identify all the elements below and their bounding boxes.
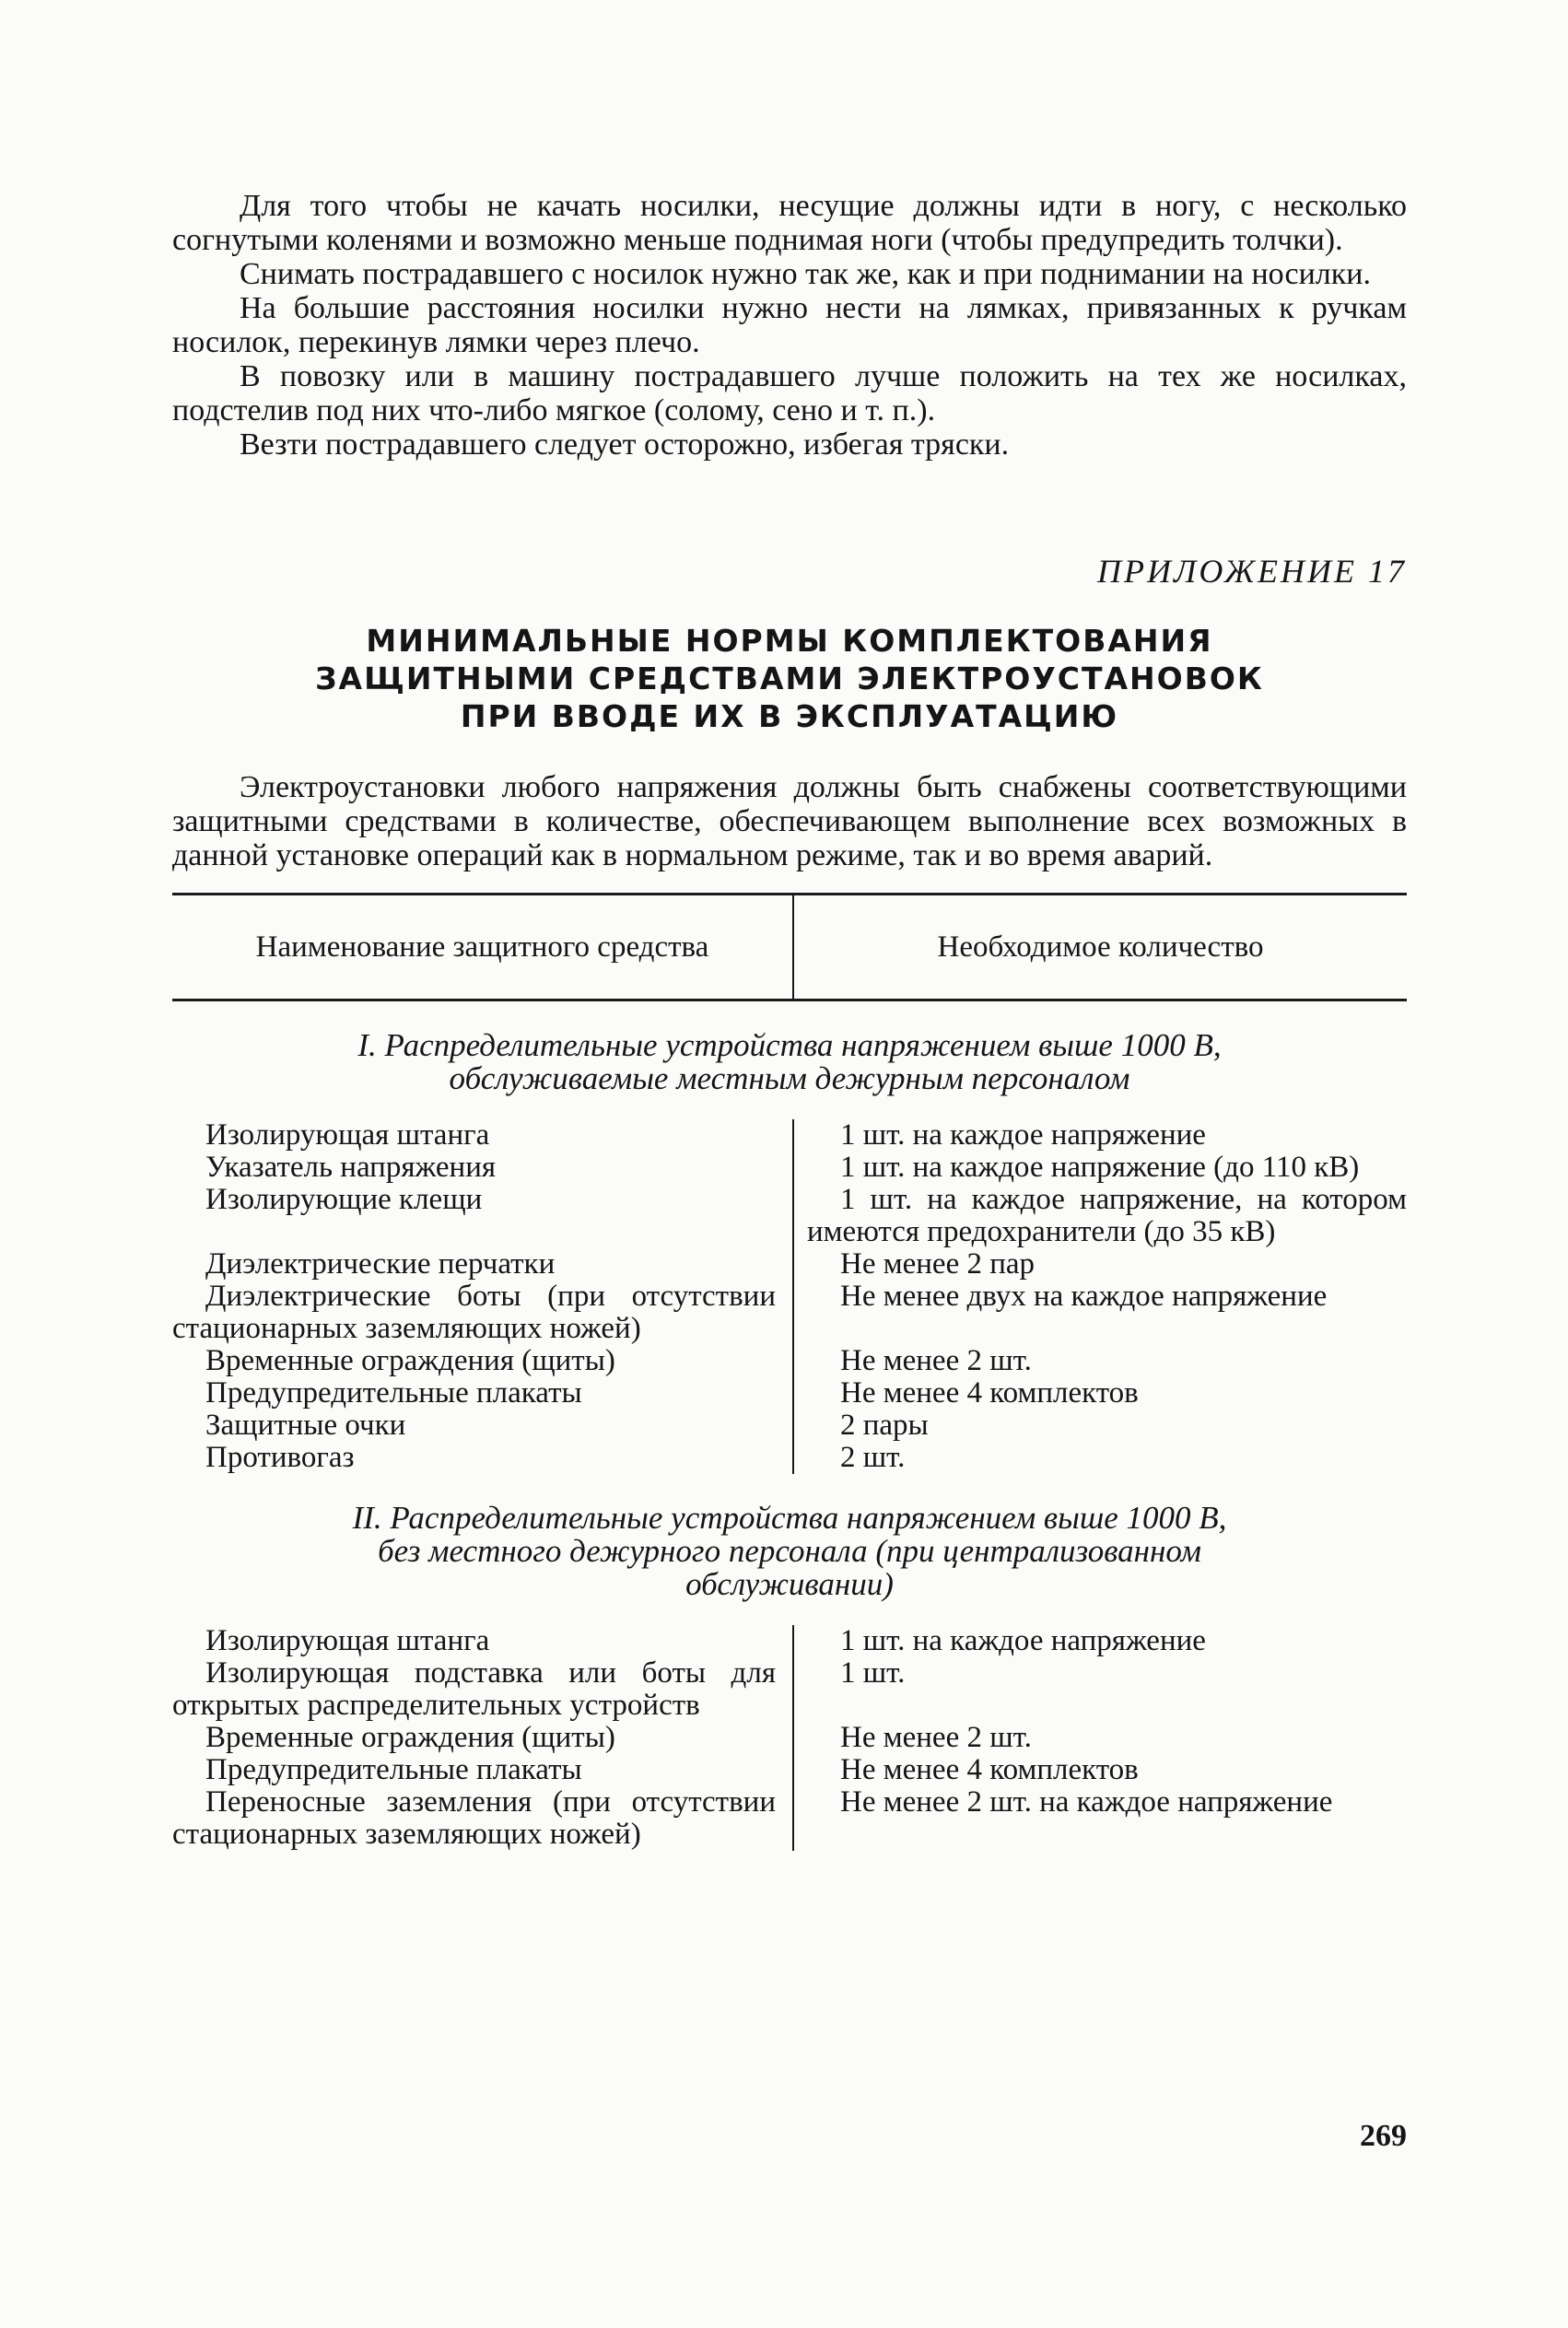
table-row bbox=[172, 1345, 1407, 1377]
section-title-line: I. Распределительные устройства напряжением выше 1000 В, bbox=[357, 1027, 1222, 1063]
appendix-label: ПРИЛОЖЕНИЕ 17 bbox=[1097, 553, 1407, 590]
table-row bbox=[172, 1657, 1407, 1722]
norms-table bbox=[172, 893, 1407, 1851]
item-name: Диэлектрические боты (при отсутствии стационарных заземляющих ножей) bbox=[172, 1280, 776, 1345]
item-quantity: 2 пары bbox=[840, 1409, 929, 1442]
item-name: Изолирующая штанга bbox=[205, 1118, 490, 1152]
item-name: Переносные заземления (при отсутствии стационарных заземляющих ножей) bbox=[172, 1785, 776, 1851]
section-rows-1 bbox=[172, 1119, 1407, 1474]
table-row bbox=[172, 1152, 1407, 1184]
item-name: Диэлектрические перчатки bbox=[205, 1247, 556, 1281]
section-rows-2 bbox=[172, 1625, 1407, 1851]
table-row bbox=[172, 1625, 1407, 1657]
item-name: Изолирующие клещи bbox=[205, 1183, 483, 1216]
title-line: ПРИ ВВОДЕ ИХ В ЭКСПЛУАТАЦИЮ bbox=[460, 698, 1119, 734]
item-name: Временные ограждения (щиты) bbox=[205, 1344, 615, 1377]
item-quantity: 2 шт. bbox=[840, 1441, 906, 1474]
header-name-column: Наименование защитного средства bbox=[172, 895, 794, 999]
item-name: Предупредительные плакаты bbox=[205, 1376, 582, 1410]
intro-text bbox=[172, 189, 1407, 462]
section-title-line: обслуживании) bbox=[685, 1566, 894, 1602]
intro-paragraph: В повозку или в машину пострадавшего лучше положить на тех же носилках, подстелив под них что-либо мягкое (солому, сено и т. п.). bbox=[172, 359, 1407, 427]
table-row bbox=[172, 1119, 1407, 1152]
table-row bbox=[172, 1281, 1407, 1345]
table-header bbox=[172, 895, 1407, 999]
item-quantity: Не менее 4 комплектов bbox=[840, 1753, 1139, 1786]
table-row bbox=[172, 1248, 1407, 1281]
lead-paragraph: Электроустановки любого напряжения должны быть снабжены соответствующими защитными средствами в количестве, обеспечивающем выполнение всех возможных в данной установке операций как в нормальном режиме, так и во время аварий. bbox=[172, 770, 1407, 872]
item-name: Изолирующая штанга bbox=[205, 1624, 490, 1657]
item-name: Временные ограждения (щиты) bbox=[205, 1721, 615, 1754]
item-quantity: Не менее 2 шт. на каждое напряжение bbox=[840, 1785, 1333, 1819]
table-row bbox=[172, 1754, 1407, 1786]
section-title-line: без местного дежурного персонала (при централизованном bbox=[378, 1533, 1201, 1569]
item-quantity: 1 шт. на каждое напряжение bbox=[840, 1624, 1206, 1657]
header-quantity-column: Необходимое количество bbox=[937, 930, 1264, 964]
page-number: 269 bbox=[1360, 2119, 1407, 2153]
item-name: Изолирующая подставка или боты для открытых распределительных устройств bbox=[172, 1656, 776, 1722]
item-quantity: 1 шт. на каждое напряжение (до 110 кВ) bbox=[840, 1151, 1360, 1184]
item-name: Предупредительные плакаты bbox=[205, 1753, 582, 1786]
title-line: ЗАЩИТНЫМИ СРЕДСТВАМИ ЭЛЕКТРОУСТАНОВОК bbox=[315, 661, 1264, 696]
intro-paragraph: Для того чтобы не качать носилки, несущие должны идти в ногу, с несколько согнутыми коленями и возможно меньше поднимая ноги (чтобы предупредить толчки). bbox=[172, 189, 1407, 257]
item-name: Противогаз bbox=[205, 1441, 355, 1474]
item-quantity: Не менее 2 шт. bbox=[840, 1721, 1032, 1754]
item-quantity: Не менее 2 пар bbox=[840, 1247, 1036, 1281]
item-quantity: Не менее 2 шт. bbox=[840, 1344, 1032, 1377]
title-line: МИНИМАЛЬНЫЕ НОРМЫ КОМПЛЕКТОВАНИЯ bbox=[366, 623, 1213, 659]
item-quantity: 1 шт. на каждое напряжение, на котором имеются предохранители (до 35 кВ) bbox=[807, 1183, 1407, 1248]
section-title-1 bbox=[172, 1001, 1407, 1119]
item-quantity: Не менее 4 комплектов bbox=[840, 1376, 1139, 1410]
item-name: Указатель напряжения bbox=[205, 1151, 497, 1184]
table-row bbox=[172, 1184, 1407, 1248]
section-title-line: обслуживаемые местным дежурным персоналом bbox=[449, 1060, 1130, 1096]
table-row bbox=[172, 1786, 1407, 1851]
section-title-2 bbox=[172, 1474, 1407, 1625]
item-name: Защитные очки bbox=[205, 1409, 406, 1442]
page-body bbox=[172, 189, 1407, 1851]
item-quantity: Не менее двух на каждое напряжение bbox=[840, 1280, 1328, 1313]
item-quantity: 1 шт. bbox=[840, 1656, 906, 1690]
intro-paragraph: Везти пострадавшего следует осторожно, избегая тряски. bbox=[240, 427, 1010, 462]
table-row bbox=[172, 1722, 1407, 1754]
document-title bbox=[172, 622, 1407, 735]
intro-paragraph: Снимать пострадавшего с носилок нужно так же, как и при поднимании на носилки. bbox=[240, 257, 1371, 291]
intro-paragraph: На большие расстояния носилки нужно нести на лямках, привязанных к ручкам носилок, перекинув лямки через плечо. bbox=[172, 291, 1407, 359]
table-row bbox=[172, 1377, 1407, 1410]
item-quantity: 1 шт. на каждое напряжение bbox=[840, 1118, 1206, 1152]
table-row bbox=[172, 1442, 1407, 1474]
table-row bbox=[172, 1410, 1407, 1442]
section-title-line: II. Распределительные устройства напряжением выше 1000 В, bbox=[352, 1500, 1227, 1536]
